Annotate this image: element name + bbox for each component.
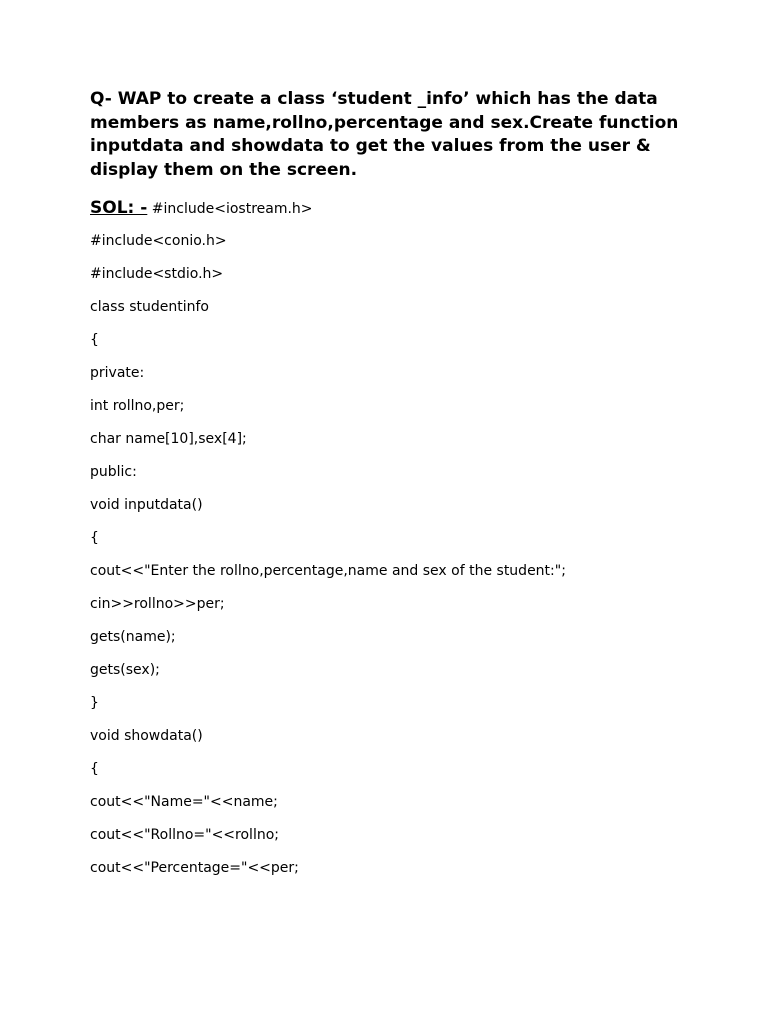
code-line: cin>>rollno>>per;: [90, 596, 225, 612]
code-line: }: [90, 695, 99, 711]
code-line: class studentinfo: [90, 299, 209, 315]
code-line: {: [90, 332, 99, 348]
code-line: int rollno,per;: [90, 398, 185, 414]
question-label: Q-: [90, 89, 112, 109]
code-listing: [90, 231, 700, 891]
code-line: void inputdata(): [90, 497, 203, 513]
question-paragraph: [90, 88, 700, 182]
solution-label: SOL: -: [90, 198, 148, 218]
solution-first-line: [90, 198, 700, 231]
code-line: char name[10],sex[4];: [90, 431, 247, 447]
code-line: #include<stdio.h>: [90, 266, 224, 282]
code-line: #include<iostream.h>: [151, 201, 313, 217]
code-line: gets(sex);: [90, 662, 160, 678]
code-line: cout<<"Percentage="<<per;: [90, 860, 299, 876]
code-line: #include<conio.h>: [90, 233, 227, 249]
code-line: cout<<"Enter the rollno,percentage,name and sex of the student:";: [90, 563, 566, 579]
code-line: public:: [90, 464, 137, 480]
document-page: [90, 88, 700, 891]
code-line: gets(name);: [90, 629, 176, 645]
code-line: cout<<"Name="<<name;: [90, 794, 278, 810]
code-line: {: [90, 530, 99, 546]
code-line: cout<<"Rollno="<<rollno;: [90, 827, 279, 843]
code-line: private:: [90, 365, 145, 381]
code-line: {: [90, 761, 99, 777]
code-line: void showdata(): [90, 728, 203, 744]
question-text: WAP to create a class ‘student _info’ which has the data members as name,rollno,percentage and sex.Create function inputdata and showdata to get the values from the user & display them on the screen.: [90, 89, 679, 180]
